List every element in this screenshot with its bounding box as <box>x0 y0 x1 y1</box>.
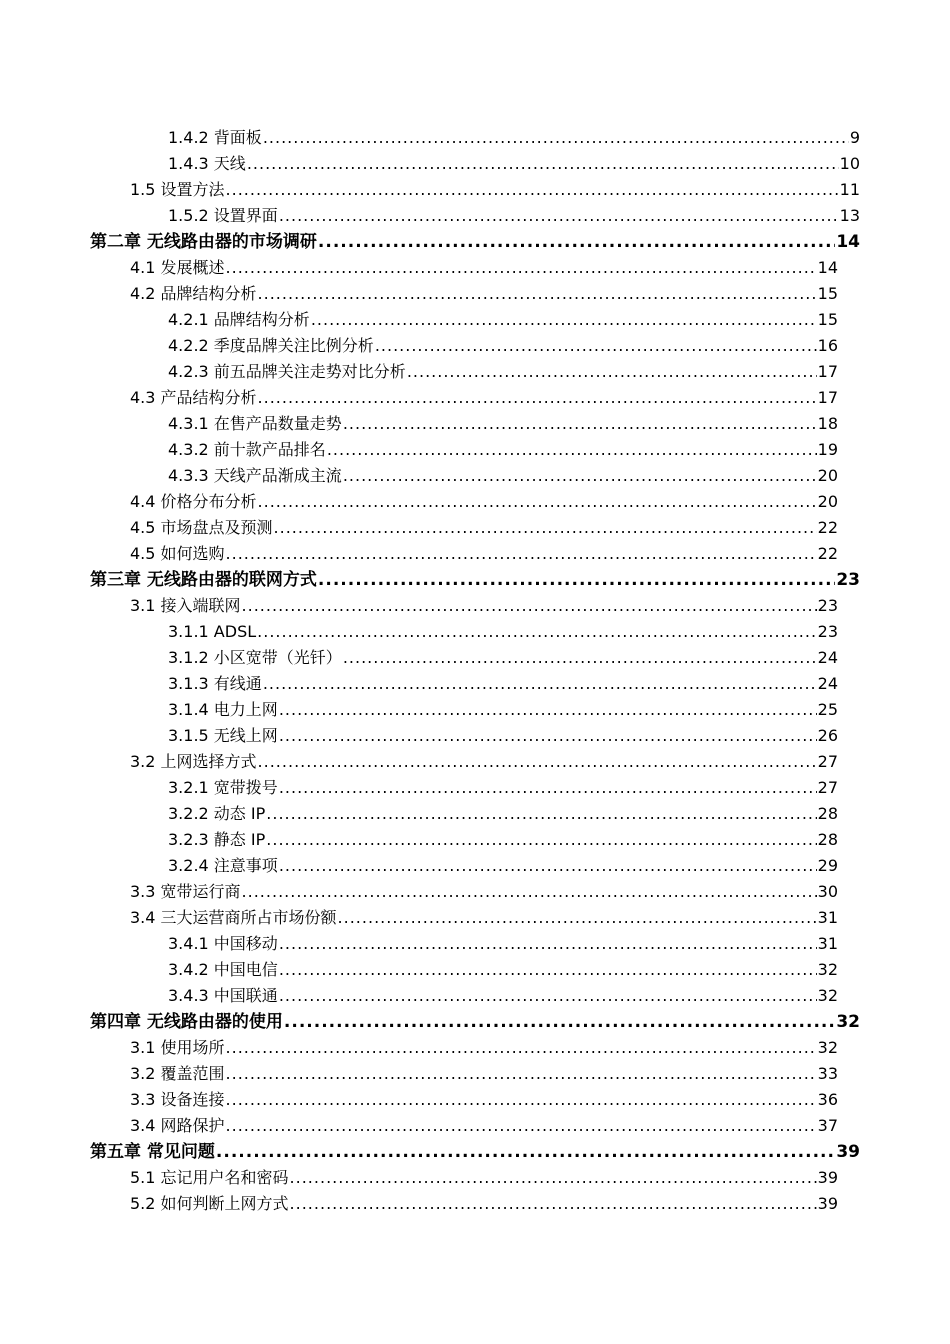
toc-page-number: 33 <box>817 1064 838 1083</box>
toc-page-number: 32 <box>836 1012 860 1032</box>
toc-entry-line <box>168 125 860 151</box>
toc-entry-title: 4.3.2 前十款产品排名 <box>168 440 326 459</box>
toc-page-number: 27 <box>817 778 838 797</box>
toc-entry[interactable] <box>0 489 950 515</box>
toc-entry[interactable] <box>0 307 950 333</box>
toc-page-number: 14 <box>817 258 838 277</box>
toc-entry-title: 3.4 网路保护 <box>130 1116 225 1135</box>
toc-entry-title: 4.3.3 天线产品渐成主流 <box>168 466 342 485</box>
toc-entry[interactable] <box>0 437 950 463</box>
toc-page-number: 22 <box>817 518 838 537</box>
toc-entry[interactable] <box>0 879 950 905</box>
toc-entry-title: 3.4.3 中国联通 <box>168 986 278 1005</box>
toc-page-number: 39 <box>817 1168 838 1187</box>
toc-entry-title: 3.1 使用场所 <box>130 1038 225 1057</box>
toc-page-number: 20 <box>817 492 838 511</box>
toc-entry-line <box>168 151 860 177</box>
toc-page-number: 20 <box>817 466 838 485</box>
toc-entry-title: 3.1 接入端联网 <box>130 596 241 615</box>
toc-dot-leader <box>279 203 839 229</box>
toc-dot-leader <box>407 359 817 385</box>
toc-dot-leader <box>279 775 817 801</box>
toc-dot-leader <box>258 749 817 775</box>
toc-entry-title: 4.5 市场盘点及预测 <box>130 518 273 537</box>
toc-page-number: 15 <box>817 310 838 329</box>
toc-entry[interactable] <box>0 775 950 801</box>
toc-entry[interactable] <box>0 1061 950 1087</box>
toc-entry-title: 1.5.2 设置界面 <box>168 206 278 225</box>
toc-dot-leader <box>226 1087 817 1113</box>
toc-dot-leader <box>226 541 817 567</box>
toc-entry-title: 第五章 常见问题 <box>90 1142 215 1162</box>
toc-dot-leader <box>258 385 817 411</box>
toc-entry-title: 5.1 忘记用户名和密码 <box>130 1168 289 1187</box>
toc-entry[interactable] <box>0 619 950 645</box>
toc-page-number: 15 <box>817 284 838 303</box>
toc-entry-line <box>130 1191 838 1217</box>
toc-entry-line <box>130 1035 838 1061</box>
toc-chapter-entry[interactable] <box>0 1009 950 1035</box>
toc-dot-leader <box>375 333 817 359</box>
toc-page-number: 23 <box>817 596 838 615</box>
toc-dot-leader <box>258 489 817 515</box>
toc-entry-line <box>130 385 838 411</box>
toc-page-number: 39 <box>817 1194 838 1213</box>
toc-entry-title: 第二章 无线路由器的市场调研 <box>90 232 317 252</box>
toc-dot-leader <box>279 957 817 983</box>
toc-entry[interactable] <box>0 385 950 411</box>
toc-entry-line <box>168 775 838 801</box>
toc-entry[interactable] <box>0 931 950 957</box>
toc-entry[interactable] <box>0 983 950 1009</box>
toc-dot-leader <box>327 437 817 463</box>
toc-entry[interactable] <box>0 463 950 489</box>
toc-entry-title: 3.2 上网选择方式 <box>130 752 257 771</box>
table-of-contents <box>0 125 950 1217</box>
toc-page-number: 14 <box>836 232 860 252</box>
toc-page-number: 22 <box>817 544 838 563</box>
toc-entry[interactable] <box>0 411 950 437</box>
toc-entry[interactable] <box>0 1191 950 1217</box>
toc-entry-title: 3.2.2 动态 IP <box>168 804 266 823</box>
toc-entry-title: 4.2 品牌结构分析 <box>130 284 257 303</box>
toc-dot-leader <box>266 827 816 853</box>
toc-entry-line <box>168 957 838 983</box>
toc-entry-title: 3.3 设备连接 <box>130 1090 225 1109</box>
toc-entry-line <box>168 463 838 489</box>
toc-entry-line <box>90 1139 860 1165</box>
toc-entry-title: 3.2.4 注意事项 <box>168 856 278 875</box>
toc-entry-line <box>130 1087 838 1113</box>
toc-chapter-entry[interactable] <box>0 567 950 593</box>
toc-entry-title: 4.4 价格分布分析 <box>130 492 257 511</box>
toc-page-number: 19 <box>817 440 838 459</box>
toc-entry-line <box>168 983 838 1009</box>
toc-entry-title: 4.5 如何选购 <box>130 544 225 563</box>
toc-page-number: 17 <box>817 388 838 407</box>
toc-entry-line <box>168 359 838 385</box>
toc-page-number: 29 <box>817 856 838 875</box>
toc-entry-title: 1.5 设置方法 <box>130 180 225 199</box>
toc-page-number: 26 <box>817 726 838 745</box>
toc-entry[interactable] <box>0 255 950 281</box>
toc-entry-title: 第四章 无线路由器的使用 <box>90 1012 283 1032</box>
toc-entry[interactable] <box>0 593 950 619</box>
toc-page-number: 23 <box>836 570 860 590</box>
toc-entry-line <box>168 801 838 827</box>
toc-entry[interactable] <box>0 905 950 931</box>
toc-page-number: 11 <box>839 180 860 199</box>
toc-entry-line <box>130 1165 838 1191</box>
toc-dot-leader <box>263 671 817 697</box>
toc-dot-leader <box>284 1009 835 1035</box>
toc-dot-leader <box>226 255 817 281</box>
toc-entry[interactable] <box>0 645 950 671</box>
toc-entry-line <box>90 229 860 255</box>
toc-entry-title: 1.4.2 背面板 <box>168 128 262 147</box>
toc-entry-title: 3.1.5 无线上网 <box>168 726 278 745</box>
toc-dot-leader <box>279 931 817 957</box>
toc-page-number: 9 <box>849 128 860 147</box>
toc-entry[interactable] <box>0 697 950 723</box>
toc-entry[interactable] <box>0 359 950 385</box>
toc-entry-line <box>168 853 838 879</box>
toc-entry[interactable] <box>0 1087 950 1113</box>
toc-page-number: 30 <box>817 882 838 901</box>
toc-page-number: 25 <box>817 700 838 719</box>
toc-dot-leader <box>226 1035 817 1061</box>
toc-dot-leader <box>242 593 817 619</box>
toc-entry[interactable] <box>0 151 950 177</box>
toc-entry-title: 4.3.1 在售产品数量走势 <box>168 414 342 433</box>
toc-entry[interactable] <box>0 957 950 983</box>
toc-dot-leader <box>226 1113 817 1139</box>
toc-entry-title: 4.2.2 季度品牌关注比例分析 <box>168 336 374 355</box>
toc-entry-line <box>168 645 838 671</box>
toc-entry[interactable] <box>0 177 950 203</box>
toc-entry[interactable] <box>0 333 950 359</box>
toc-entry-line <box>130 905 838 931</box>
toc-dot-leader <box>318 567 835 593</box>
toc-entry[interactable] <box>0 723 950 749</box>
toc-entry-title: 3.3 宽带运行商 <box>130 882 241 901</box>
toc-entry[interactable] <box>0 541 950 567</box>
toc-page-number: 10 <box>839 154 860 173</box>
toc-entry-line <box>130 749 838 775</box>
toc-entry-title: 5.2 如何判断上网方式 <box>130 1194 289 1213</box>
toc-dot-leader <box>343 463 817 489</box>
toc-entry-title: 4.3 产品结构分析 <box>130 388 257 407</box>
toc-entry-title: 第三章 无线路由器的联网方式 <box>90 570 317 590</box>
toc-entry[interactable] <box>0 801 950 827</box>
toc-dot-leader <box>338 905 817 931</box>
toc-entry-line <box>168 697 838 723</box>
toc-page-number: 32 <box>817 1038 838 1057</box>
toc-entry[interactable] <box>0 1165 950 1191</box>
toc-entry-title: 3.2.3 静态 IP <box>168 830 266 849</box>
toc-entry-title: 3.1.3 有线通 <box>168 674 262 693</box>
toc-page-number: 32 <box>817 986 838 1005</box>
toc-entry-line <box>168 671 838 697</box>
toc-page-number: 31 <box>817 934 838 953</box>
toc-page-number: 27 <box>817 752 838 771</box>
toc-page-number: 18 <box>817 414 838 433</box>
toc-dot-leader <box>247 151 839 177</box>
toc-page-number: 28 <box>817 830 838 849</box>
toc-entry-line <box>130 177 860 203</box>
toc-dot-leader <box>266 801 816 827</box>
toc-entry-line <box>168 411 838 437</box>
toc-page-number: 17 <box>817 362 838 381</box>
toc-page-number: 16 <box>817 336 838 355</box>
toc-dot-leader <box>279 983 817 1009</box>
toc-entry-title: 3.1.4 电力上网 <box>168 700 278 719</box>
toc-entry-line <box>168 931 838 957</box>
toc-entry-line <box>168 619 838 645</box>
toc-entry-title: 3.1.1 ADSL <box>168 622 257 641</box>
toc-dot-leader <box>257 619 817 645</box>
toc-page-number: 37 <box>817 1116 838 1135</box>
toc-dot-leader <box>279 853 817 879</box>
toc-dot-leader <box>258 281 817 307</box>
toc-entry[interactable] <box>0 203 950 229</box>
toc-page-number: 36 <box>817 1090 838 1109</box>
toc-entry-line <box>130 1061 838 1087</box>
toc-entry-title: 4.2.3 前五品牌关注走势对比分析 <box>168 362 406 381</box>
toc-entry-line <box>130 515 838 541</box>
toc-dot-leader <box>274 515 817 541</box>
toc-entry-line <box>130 879 838 905</box>
toc-entry[interactable] <box>0 1113 950 1139</box>
toc-entry-line <box>168 827 838 853</box>
toc-chapter-entry[interactable] <box>0 229 950 255</box>
toc-dot-leader <box>263 125 849 151</box>
toc-entry-title: 4.2.1 品牌结构分析 <box>168 310 310 329</box>
toc-entry-line <box>90 567 860 593</box>
toc-dot-leader <box>216 1139 835 1165</box>
toc-entry-line <box>168 723 838 749</box>
toc-entry[interactable] <box>0 749 950 775</box>
toc-dot-leader <box>279 723 817 749</box>
toc-dot-leader <box>311 307 817 333</box>
toc-page-number: 23 <box>817 622 838 641</box>
toc-dot-leader <box>318 229 835 255</box>
toc-entry-line <box>130 489 838 515</box>
toc-entry-title: 3.4.2 中国电信 <box>168 960 278 979</box>
toc-entry-line <box>90 1009 860 1035</box>
toc-entry-line <box>130 255 838 281</box>
toc-page-number: 39 <box>836 1142 860 1162</box>
toc-page-number: 24 <box>817 648 838 667</box>
toc-dot-leader <box>226 177 839 203</box>
toc-entry-title: 3.2.1 宽带拨号 <box>168 778 278 797</box>
toc-entry[interactable] <box>0 515 950 541</box>
toc-entry[interactable] <box>0 125 950 151</box>
toc-entry-title: 3.1.2 小区宽带（光钎） <box>168 648 342 667</box>
toc-entry-title: 3.4.1 中国移动 <box>168 934 278 953</box>
toc-dot-leader <box>343 645 817 671</box>
toc-entry-line <box>168 437 838 463</box>
toc-entry[interactable] <box>0 853 950 879</box>
toc-dot-leader <box>290 1165 817 1191</box>
toc-page-number: 24 <box>817 674 838 693</box>
toc-entry-line <box>168 307 838 333</box>
toc-dot-leader <box>279 697 817 723</box>
toc-entry-title: 3.2 覆盖范围 <box>130 1064 225 1083</box>
toc-entry-title: 1.4.3 天线 <box>168 154 246 173</box>
toc-dot-leader <box>343 411 817 437</box>
toc-entry-line <box>130 1113 838 1139</box>
toc-entry-line <box>168 333 838 359</box>
toc-dot-leader <box>290 1191 817 1217</box>
toc-entry-title: 4.1 发展概述 <box>130 258 225 277</box>
toc-dot-leader <box>242 879 817 905</box>
toc-entry[interactable] <box>0 671 950 697</box>
toc-entry-line <box>130 541 838 567</box>
toc-entry-title: 3.4 三大运营商所占市场份额 <box>130 908 337 927</box>
toc-entry[interactable] <box>0 1035 950 1061</box>
toc-entry-line <box>130 593 838 619</box>
toc-entry[interactable] <box>0 827 950 853</box>
toc-entry-line <box>168 203 860 229</box>
toc-dot-leader <box>226 1061 817 1087</box>
toc-page-number: 13 <box>839 206 860 225</box>
toc-entry-line <box>130 281 838 307</box>
toc-page-number: 32 <box>817 960 838 979</box>
toc-entry[interactable] <box>0 281 950 307</box>
toc-page-number: 28 <box>817 804 838 823</box>
toc-page-number: 31 <box>817 908 838 927</box>
toc-chapter-entry[interactable] <box>0 1139 950 1165</box>
